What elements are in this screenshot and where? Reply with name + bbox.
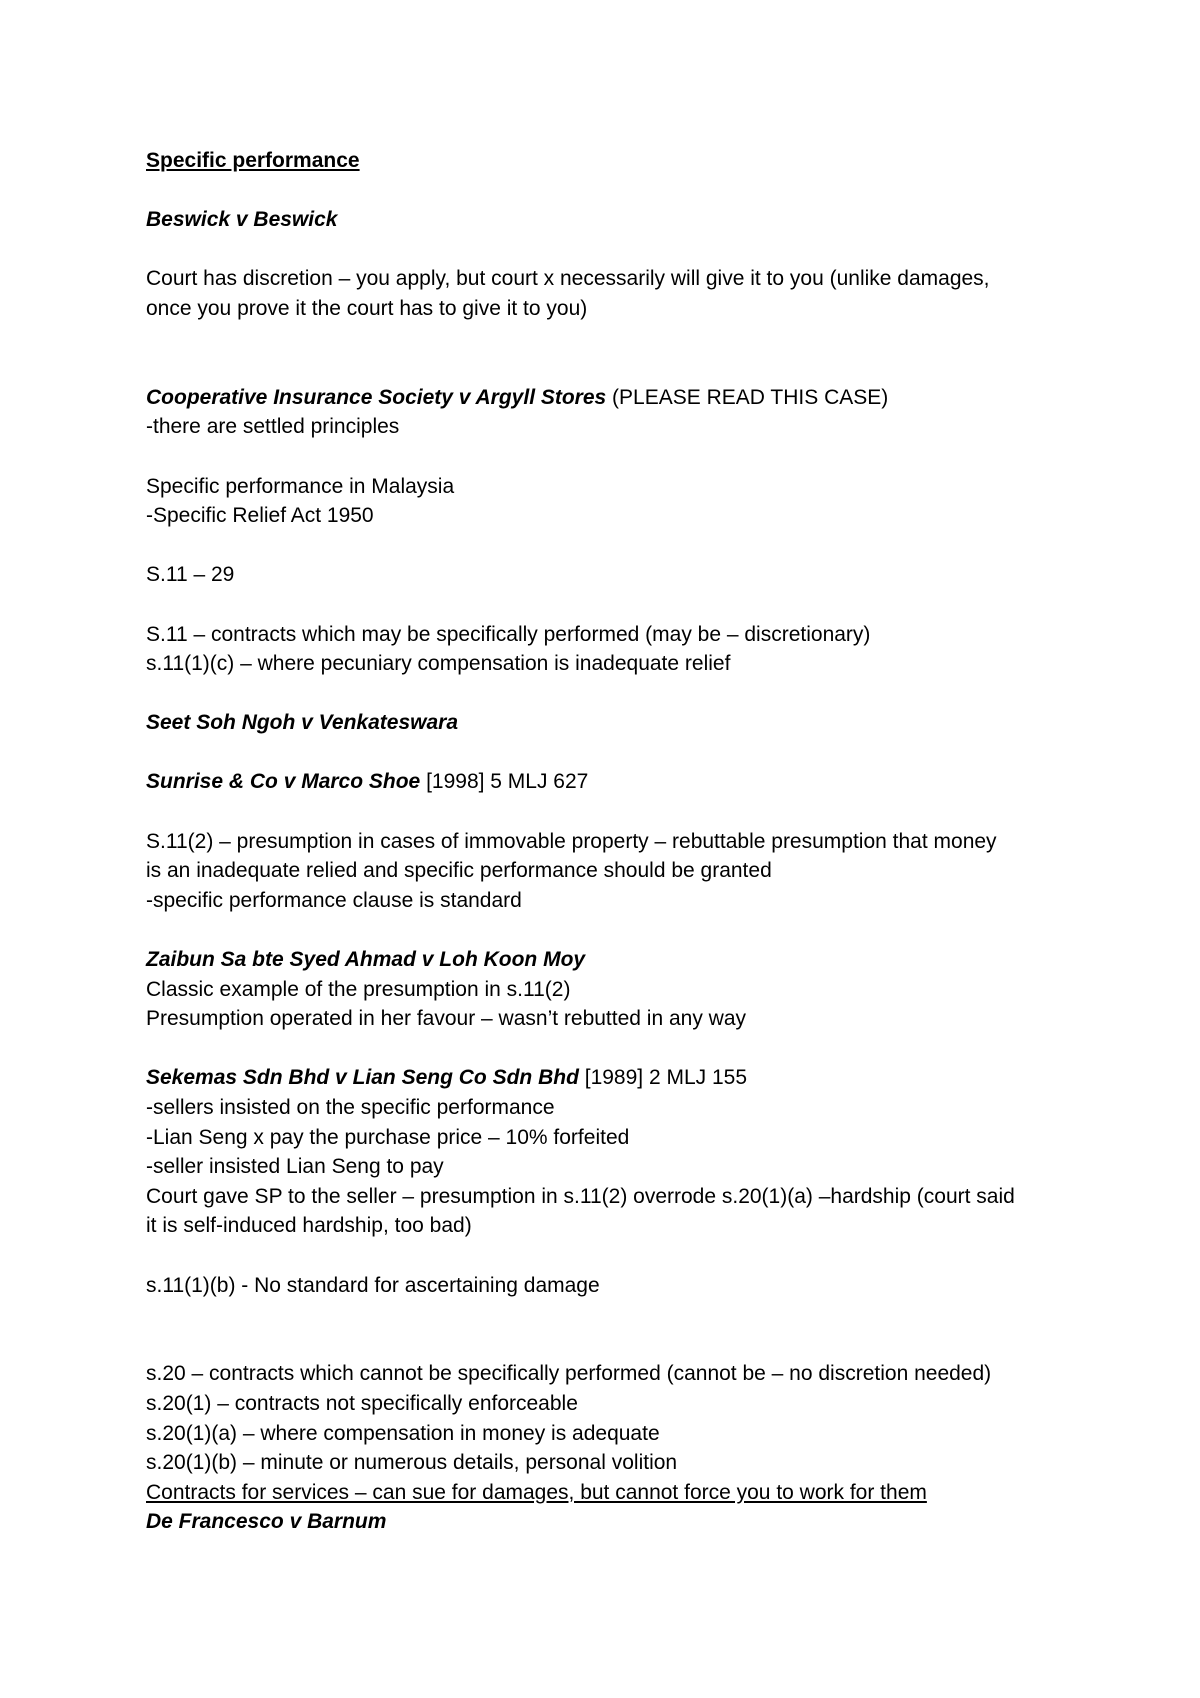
text-line: -specific performance clause is standard [146,888,522,912]
case-cooperative-line [146,383,1086,413]
heading-specific-performance: Specific performance [146,149,360,172]
case-sunrise-line [146,767,1086,797]
spacer [146,531,1086,561]
text-line: Court gave SP to the seller – presumption in s.11(2) overrode s.20(1)(a) –hardship (court said [146,1184,1015,1208]
spacer [146,915,1086,945]
case-cooperative-note: (PLEASE READ THIS CASE) [606,385,889,409]
text-line: s.20(1)(b) – minute or numerous details, personal volition [146,1451,678,1475]
document-page [146,146,1086,1537]
text-line: -seller insisted Lian Seng to pay [146,1155,444,1179]
text-line: -sellers insisted on the specific performance [146,1096,555,1119]
spacer [146,176,1086,206]
text-line: S.11 – 29 [146,563,235,587]
spacer [146,590,1086,620]
text-line: once you prove it the court has to give it to you) [146,296,588,320]
case-de-francesco: De Francesco v Barnum [146,1510,387,1534]
text-line: -there are settled principles [146,415,400,439]
text-line: s.11(1)(c) – where pecuniary compensation is inadequate relief [146,652,731,676]
case-sekemas-citation: [1989] 2 MLJ 155 [578,1066,748,1090]
text-line: -Lian Seng x pay the purchase price – 10% forfeited [146,1125,630,1149]
text-line: is an inadequate relied and specific performance should be granted [146,859,772,883]
text-line: Specific performance in Malaysia [146,474,455,498]
text-line: S.11 – contracts which may be specifically performed (may be – discretionary) [146,622,871,646]
text-line: S.11(2) – presumption in cases of immovable property – rebuttable presumption that money [146,829,997,853]
case-beswick: Beswick v Beswick [146,208,338,232]
case-seet-soh-ngoh: Seet Soh Ngoh v Venkateswara [146,711,458,735]
spacer [146,235,1086,265]
case-sunrise: Sunrise & Co v Marco Shoe [146,770,421,794]
case-zaibun: Zaibun Sa bte Syed Ahmad v Loh Koon Moy [146,948,586,972]
text-line: s.20(1) – contracts not specifically enforceable [146,1391,578,1415]
case-sekemas-line [146,1063,1086,1093]
case-sunrise-citation: [1998] 5 MLJ 627 [420,770,589,794]
case-sekemas: Sekemas Sdn Bhd v Lian Seng Co Sdn Bhd [146,1066,579,1090]
text-line: it is self-induced hardship, too bad) [146,1214,472,1238]
case-cooperative: Cooperative Insurance Society v Argyll Stores [146,385,607,409]
spacer [146,324,1086,383]
spacer [146,738,1086,768]
spacer [146,797,1086,827]
spacer [146,679,1086,709]
spacer [146,1241,1086,1271]
spacer [146,1034,1086,1064]
text-line: -Specific Relief Act 1950 [146,504,374,528]
text-line-underlined: Contracts for services – can sue for damages, but cannot force you to work for them [146,1480,927,1504]
text-line: Classic example of the presumption in s.11(2) [146,977,571,1001]
text-line: Presumption operated in her favour – wasn’t rebutted in any way [146,1007,747,1031]
text-line: s.20 – contracts which cannot be specifically performed (cannot be – no discretion needed) [146,1362,992,1386]
text-line: s.20(1)(a) – where compensation in money is adequate [146,1421,660,1445]
spacer [146,442,1086,472]
text-line: Court has discretion – you apply, but court x necessarily will give it to you (unlike damages, [146,267,990,291]
text-line: s.11(1)(b) - No standard for ascertaining damage [146,1273,600,1297]
spacer [146,1300,1086,1359]
